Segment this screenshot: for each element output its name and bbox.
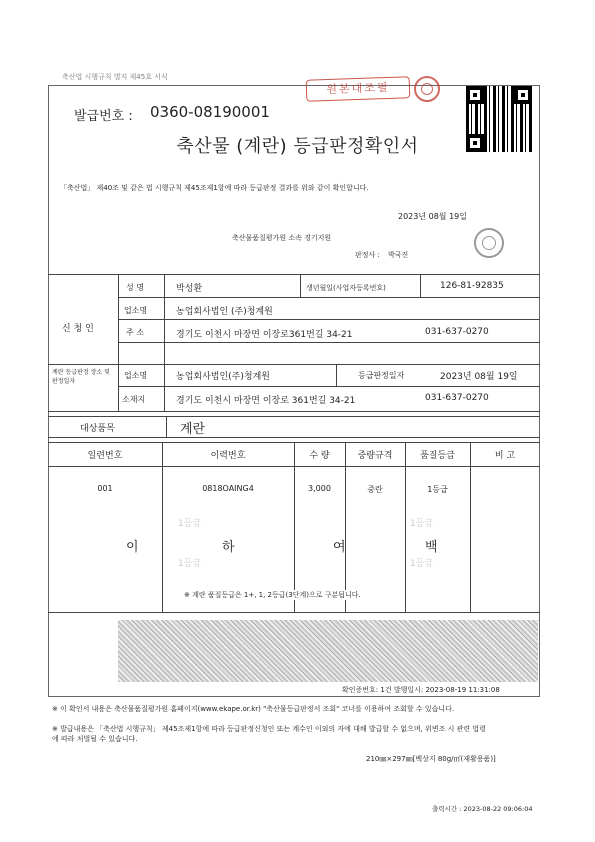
ghost-grade: 1등급 — [410, 559, 434, 569]
print-time: 출력시간 : 2023-08-22 09:06:04 — [432, 805, 533, 813]
paper-size: 210㎜×297㎜[백상지 80g/㎡(재활용품)] — [366, 755, 496, 763]
row-serial: 001 — [97, 484, 113, 493]
company-label: 업소명 — [124, 306, 148, 315]
col-quantity: 수 량 — [309, 451, 330, 461]
name-value: 박성환 — [176, 284, 203, 294]
blank-mark: 하 — [222, 540, 235, 555]
address-label: 주 소 — [126, 328, 144, 337]
packer-address-value: 경기도 이천시 마장면 이장로 361번길 34-21 — [176, 396, 356, 406]
seal-icon — [414, 76, 440, 102]
form-reference: 축산법 시행규칙 별지 제45호 서식 — [62, 73, 168, 81]
packer-address-label: 소재지 — [122, 395, 146, 404]
blank-mark: 백 — [425, 540, 438, 555]
security-pattern-strip — [118, 620, 538, 682]
phone-value: 031-637-0270 — [425, 327, 489, 337]
bizno-label: 생년월일(사업자등록번호) — [306, 284, 386, 292]
packer-company-label: 업소명 — [124, 371, 148, 380]
packer-header: 계란 등급판정 장소 및 판정일자 — [52, 369, 110, 385]
row-grade: 1등급 — [427, 485, 448, 494]
page-title: 축산물 (계란) 등급판정확인서 — [176, 136, 419, 157]
inspector-label: 판정사 : — [355, 251, 380, 259]
ghost-grade: 1등급 — [410, 519, 434, 529]
row-trace-no: 0818OAING4 — [202, 484, 254, 493]
packer-company-value: 농업회사법인(주)청계원 — [176, 372, 270, 382]
issue-date: 2023년 08월 19일 — [398, 212, 467, 221]
row-weight: 중란 — [367, 485, 383, 494]
col-remark: 비 고 — [494, 451, 516, 461]
col-trace-no: 이력번호 — [210, 451, 246, 461]
issue-number: 0360-08190001 — [150, 103, 270, 121]
item-label: 대상품목 — [80, 424, 115, 434]
address-value: 경기도 이천시 마장면 이장로361번길 34-21 — [176, 330, 353, 340]
grade-note: ※ 계란 품질등급은 1+, 1, 2등급(3단계)으로 구분됩니다. — [184, 591, 361, 599]
note-2: ※ 발급내용은 「축산법 시행규칙」 제45조제1항에 따라 등급판정신청인 또는 계수인 이외의 자에 대해 발급할 수 없으며, 위변조 시 관련 법령에 따라 처벌될 수 있습니다. — [52, 725, 486, 743]
note-1: ※ 이 확인서 내용은 축산물품질평가원 홈페이지(www.ekape.or.kr) "축산물등급판정서 조회" 코너를 이용하여 조회할 수 있습니다. — [52, 705, 455, 713]
issuer-office: 축산물품질평가원 소속 경기지원 — [232, 234, 332, 242]
col-serial: 일련번호 — [87, 451, 123, 461]
intro-text: 「축산법」 제40조 및 같은 법 시행규칙 제45조제1항에 따라 등급판정 결과를 위와 같이 확인합니다. — [60, 184, 369, 192]
bizno-value: 126-81-92835 — [440, 281, 504, 291]
packer-date-label: 등급판정일자 — [358, 371, 405, 380]
company-value: 농업회사법인 (주)청계원 — [176, 307, 273, 317]
packer-date-value: 2023년 08월 19일 — [440, 372, 518, 382]
ghost-grade: 1등급 — [178, 519, 202, 529]
col-grade: 품질등급 — [420, 451, 455, 461]
footer-issue-line: 확인증번호: 1건 발행일시: 2023-08-19 11:31:08 — [342, 686, 500, 694]
certified-copy-stamp — [306, 76, 411, 102]
name-label: 성 명 — [126, 283, 144, 292]
col-weight: 중량규격 — [357, 451, 393, 461]
inspector-name: 박국진 — [388, 251, 409, 259]
item-value: 계란 — [180, 422, 206, 437]
blank-mark: 여 — [333, 540, 346, 555]
ghost-grade: 1등급 — [178, 559, 202, 569]
stamp-text: 원본대조필 — [326, 80, 390, 97]
packer-phone-value: 031-637-0270 — [425, 393, 489, 403]
applicant-header: 신 청 인 — [62, 324, 94, 334]
row-quantity: 3,000 — [308, 484, 331, 493]
blank-mark: 이 — [126, 540, 139, 555]
official-seal-icon — [474, 228, 504, 258]
issue-number-label: 발급번호 : — [74, 109, 133, 124]
